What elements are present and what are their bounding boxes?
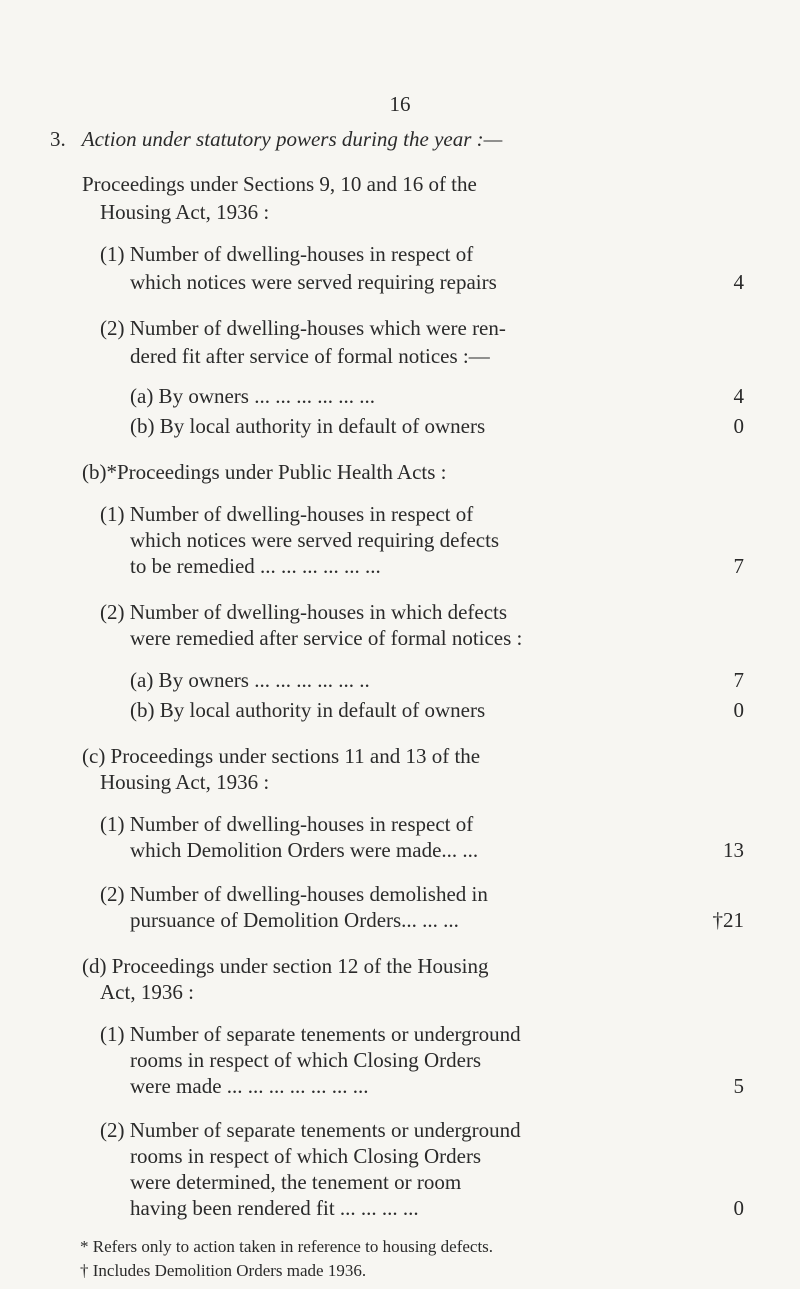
a-item1-line1: (1) Number of dwelling-houses in respect of <box>100 242 474 266</box>
footnote-star: * Refers only to action taken in reference to housing defects. <box>80 1237 494 1256</box>
d-item2-line4: having been rendered fit ... ... ... ... <box>130 1196 419 1220</box>
b-heading: (b)*Proceedings under Public Health Acts : <box>82 460 447 484</box>
d-item1-line3: were made ... ... ... ... ... ... ... <box>130 1074 369 1098</box>
c-item2-value: †21 <box>712 908 744 932</box>
d-item1-line1: (1) Number of separate tenements or underground <box>100 1022 521 1046</box>
b-item1-line3: to be remedied ... ... ... ... ... ... <box>130 554 381 578</box>
a-item1-value: 4 <box>733 270 744 294</box>
b-item2-line1: (2) Number of dwelling-houses in which defects <box>100 600 508 624</box>
a-item2-line2: dered fit after service of formal notices :— <box>130 344 490 368</box>
c-item1-line2: which Demolition Orders were made... ... <box>130 838 479 862</box>
a-heading-line2: Housing Act, 1936 : <box>100 200 270 224</box>
c-heading-line1: (c) Proceedings under sections 11 and 13 of the <box>82 744 481 768</box>
d-heading-line2: Act, 1936 : <box>100 980 194 1004</box>
section-title: Action under statutory powers during the year :— <box>81 127 503 151</box>
d-item2-line1: (2) Number of separate tenements or underground <box>100 1118 521 1142</box>
d-item2-line3: were determined, the tenement or room <box>130 1170 462 1194</box>
c-item2-line2: pursuance of Demolition Orders... ... ... <box>130 908 459 932</box>
a-sub-a-value: 4 <box>733 384 744 408</box>
a-sub-a: (a) By owners ... ... ... ... ... ... <box>130 384 375 408</box>
b-item2-line2: were remedied after service of formal notices : <box>130 626 523 650</box>
b-item1-line2: which notices were served requiring defects <box>130 528 500 552</box>
section-number: 3. <box>50 127 66 151</box>
c-item1-line1: (1) Number of dwelling-houses in respect of <box>100 812 474 836</box>
a-sub-b: (b) By local authority in default of owners <box>130 414 486 438</box>
b-item1-value: 7 <box>733 554 744 578</box>
c-heading-line2: Housing Act, 1936 : <box>100 770 270 794</box>
b-sub-a-value: 7 <box>733 668 744 692</box>
b-sub-b: (b) By local authority in default of owners <box>130 698 486 722</box>
c-item2-line1: (2) Number of dwelling-houses demolished in <box>100 882 488 906</box>
d-item1-value: 5 <box>733 1074 744 1098</box>
b-item1-line1: (1) Number of dwelling-houses in respect of <box>100 502 474 526</box>
a-item1-line2: which notices were served requiring repairs <box>130 270 497 294</box>
page-number: 16 <box>389 92 411 116</box>
section-heading <box>50 127 502 152</box>
a-item2-line1: (2) Number of dwelling-houses which were ren- <box>100 316 506 340</box>
d-item2-line2: rooms in respect of which Closing Orders <box>130 1144 482 1168</box>
b-sub-b-value: 0 <box>733 698 744 722</box>
a-heading-line1: Proceedings under Sections 9, 10 and 16 of the <box>82 172 477 196</box>
c-item1-value: 13 <box>723 838 744 862</box>
a-sub-b-value: 0 <box>733 414 744 438</box>
d-heading-line1: (d) Proceedings under section 12 of the Housing <box>82 954 489 978</box>
footnote-dagger: † Includes Demolition Orders made 1936. <box>80 1261 367 1280</box>
d-item2-value: 0 <box>733 1196 744 1220</box>
d-item1-line2: rooms in respect of which Closing Orders <box>130 1048 482 1072</box>
b-sub-a: (a) By owners ... ... ... ... ... .. <box>130 668 370 692</box>
